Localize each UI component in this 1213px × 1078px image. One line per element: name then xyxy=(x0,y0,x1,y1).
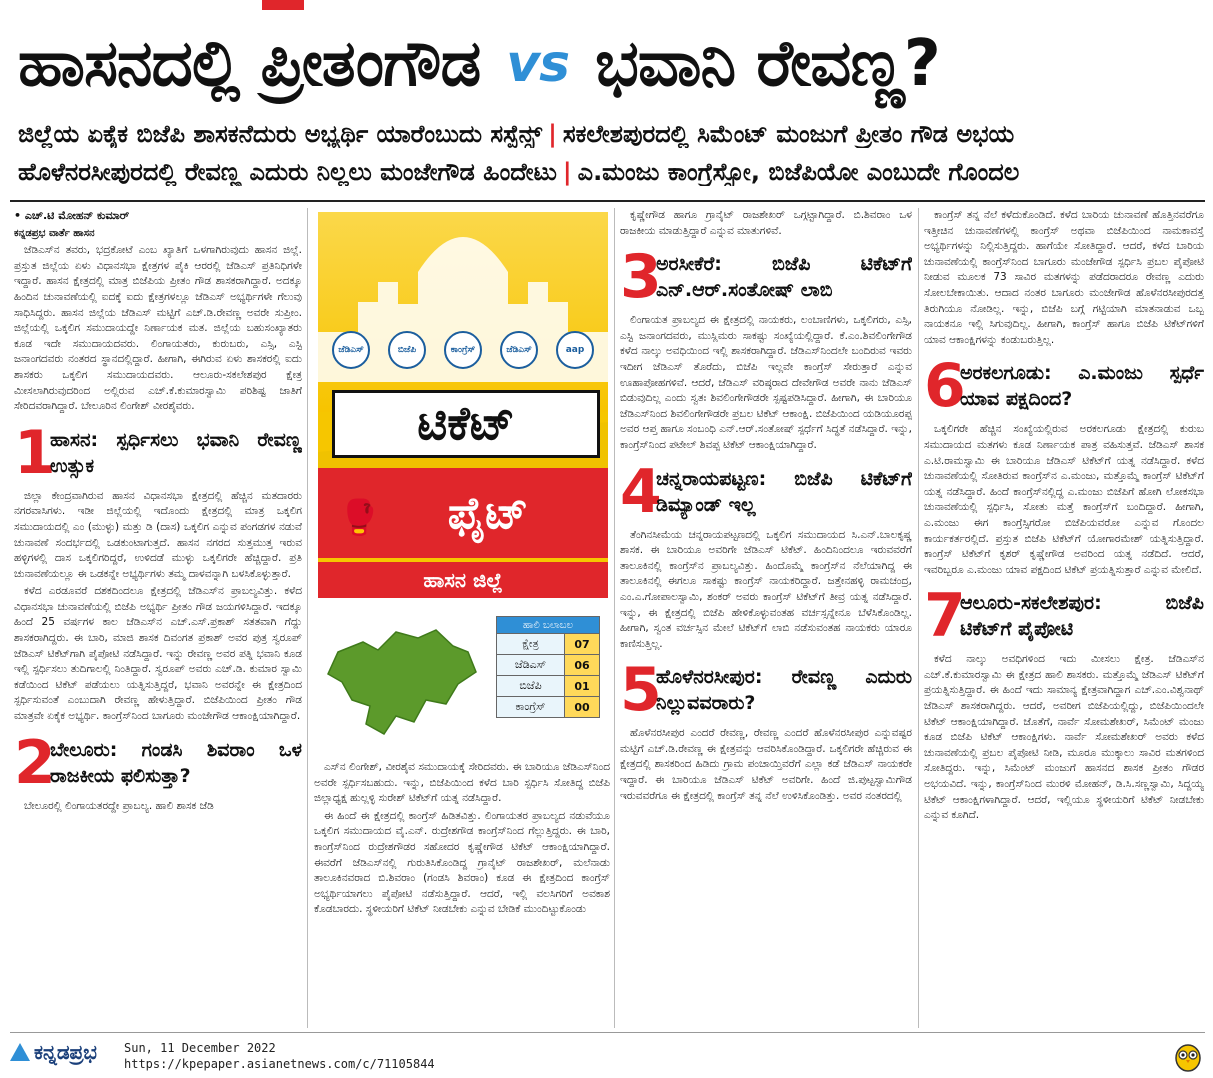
district-label: ಹಾಸನ ಜಿಲ್ಲೆ xyxy=(318,562,608,598)
section-1-heading xyxy=(14,417,302,488)
paragraph: ಬೇಲೂರಲ್ಲಿ ಲಿಂಗಾಯತರದ್ದೇ ಪ್ರಾಬಲ್ಯ. ಹಾಲಿ ಶಾಸಕ ಜೆಡಿ xyxy=(24,799,214,812)
section-3-heading xyxy=(620,242,912,313)
section-number: 4 xyxy=(620,456,662,527)
table-row xyxy=(497,634,600,655)
row-label: ಬಿಜೆಪಿ xyxy=(497,676,565,697)
paragraph: ಜಿಲ್ಲಾ ಕೇಂದ್ರವಾಗಿರುವ ಹಾಸನ ವಿಧಾನಸಭಾ ಕ್ಷೇತ್ರದಲ್ಲಿ ಹೆಚ್ಚಿನ ಮತದಾರರು ನಗರವಾಸಿಗಳು. ಇಡೀ ಜಿಲ್ಲೆಯಲ್ಲಿ ಇದೊಂದು ಕ್ಷೇತ್ರದಲ್ಲಿ ಮಾತ್ರ ಒಕ್ಕಲಿಗ ಸಮುದಾಯದಲ್ಲಿ ಎಂ (ಮುಳ್ಳು) ಮತ್ತು ಡಿ (ದಾಸ) ಒಕ್ಕಲಿಗ ಎನ್ನುವ ಪಂಗಡಗಳ ನಡುವೆ ಚುನಾವಣೆ ಸಂದರ್ಭದಲ್ಲಿ ಒಡಕುಂಟಾಗುತ್ತದೆ. ಹಾಸನ ನಗರದ ಸುತ್ತಮುತ್ತ ಇರುವ ಹಳ್ಳಿಗಳಲ್ಲಿ ದಾಸ ಒಕ್ಕಲಿಗರಿದ್ದರೆ, ಉಳಿದಡೆ ಮುಳ್ಳು ಒಕ್ಕಲಿಗರೇ ಹೆಚ್ಚಿದ್ದಾರೆ. ಪ್ರತಿ ಚುನಾವಣೆಯಲ್ಲೂ ಈ ಒಡಕನ್ನೇ ಅಭ್ಯರ್ಥಿಗಳು ತಮ್ಮ ದಾಳವನ್ನಾಗಿ ಬಳಸಿಕೊಳ್ಳುತ್ತಾರೆ. xyxy=(14,489,302,580)
party-logo: aap xyxy=(556,331,594,369)
deck-1b: ಸಕಲೇಶಪುರದಲ್ಲಿ ಸಿಮೆಂಟ್ ಮಂಜುಗೆ ಪ್ರೀತಂ ಗೌಡ ಅಭಯ xyxy=(562,120,1015,148)
deck-separator: | xyxy=(548,120,557,148)
party-logo: ಜೆಡಿಎಸ್ xyxy=(500,331,538,369)
deck-separator: | xyxy=(562,158,572,186)
column-divider xyxy=(307,208,308,1028)
section-2-heading xyxy=(14,727,302,798)
column-divider xyxy=(918,208,919,1028)
section-title: ಬೇಲೂರು: ಗಂಡಸಿ ಶಿವರಾಂ ಒಳ ರಾಜಕೀಯ ಫಲಿಸುತ್ತಾ? xyxy=(50,738,302,787)
party-logo: ಬಿಜೆಪಿ xyxy=(388,331,426,369)
section-number: 7 xyxy=(924,581,966,652)
section-title: ಹಾಸನ: ಸ್ಪರ್ಧಿಸಲು ಭವಾನಿ ರೇವಣ್ಣ ಉತ್ಸುಕ xyxy=(50,428,302,477)
column-4 xyxy=(924,208,1204,1028)
section-title: ಚನ್ನರಾಯಪಟ್ಟಣ: ಬಿಜೆಪಿ ಟಿಕೆಟ್‌ಗೆ ಡಿಮ್ಯಾಂಡ್ ಇಲ್ಲ xyxy=(656,467,912,516)
paragraph: ಕಳೆದ ಎರಡೂವರೆ ದಶಕದಿಂದಲೂ ಕ್ಷೇತ್ರದಲ್ಲಿ ಜೆಡಿಎಸ್‌ನ ಪ್ರಾಬಲ್ಯವಿತ್ತು. ಕಳೆದ ವಿಧಾನಸಭಾ ಚುನಾವಣೆಯಲ್ಲಿ ಬಿಜೆಪಿ ಅಭ್ಯರ್ಥಿ ಪ್ರೀತಂ ಗೌಡ ಜಯಗಳಿಸಿದ್ದಾರೆ. ಇದಕ್ಕೂ ಹಿಂದೆ 25 ವರ್ಷಗಳ ಕಾಲ ಜೆಡಿಎಸ್‌ನ ಎಚ್.ಎಸ್.ಪ್ರಕಾಶ್ ಸತತವಾಗಿ ಗೆದ್ದು ಶಾಸಕರಾಗಿದ್ದರು. ಈ ಬಾರಿ, ಮಾಜಿ ಶಾಸಕ ದಿವಂಗತ ಪ್ರಕಾಶ್ ಅವರ ಪುತ್ರ ಸ್ವರೂಪ್ ಜೆಡಿಎಸ್ ಟಿಕೆಟ್‌ಗಾಗಿ ಪೈಪೋಟಿ ನಡೆಸಿದ್ದಾರೆ. ಇನ್ನು ರೇವಣ್ಣ ಅವರ ಪತ್ನಿ ಭವಾನಿ ಕೂಡ ಇಲ್ಲಿ ಸ್ಪರ್ಧಿಸಲು ತುದಿಗಾಲಲ್ಲಿ ನಿಂತಿದ್ದಾರೆ. ಸ್ವರೂಪ್ ಅವರು ಎಚ್.ಡಿ. ಕುಮಾರ ಸ್ವಾಮಿ ಕಡೆಯಿಂದ ಟಿಕೆಟ್ ಪಡೆಯಲು ಯತ್ನಿಸುತ್ತಿದ್ದರೆ, ಭವಾನಿ ಅವರನ್ನೇ ಈ ಕ್ಷೇತ್ರದಿಂದ ಸ್ಪರ್ಧಿಸುವಂತೆ ಎಂಬುದಾಗಿ ರೇವಣ್ಣ ಹೇಳುತ್ತಿದ್ದಾರೆ. ಬಿಜೆಪಿಯಿಂದ ಪ್ರೀತಂ ಗೌಡ ಮಾತ್ರವೇ ಏಕೈಕ ಅಭ್ಯರ್ಥಿ. ಕಾಂಗ್ರೆಸ್‌ನಿಂದ ಬಾಗೂರು ಮಂಜೇಗೌಡ ಆಕಾಂಕ್ಷಿಯಾಗಿದ್ದಾರೆ. xyxy=(14,585,302,723)
row-value: 00 xyxy=(565,697,600,718)
deck-line-2 xyxy=(18,158,1203,186)
top-red-mark xyxy=(262,0,304,10)
section-title: ಹೊಳೆನರಸೀಪುರ: ರೇವಣ್ಣ ಎದುರು ನಿಲ್ಲುವವರಾರು? xyxy=(656,666,912,715)
column-3 xyxy=(620,208,912,1028)
intro-paragraph: ಜೆಡಿಎಸ್‌ನ ತವರು, ಭದ್ರಕೋಟೆ ಎಂಬ ಖ್ಯಾತಿಗೆ ಒಳಗಾಗಿರುವುದು ಹಾಸನ ಜಿಲ್ಲೆ. ಪ್ರಸ್ತುತ ಜಿಲ್ಲೆಯ ಏಳು ವಿಧಾನಸಭಾ ಕ್ಷೇತ್ರಗಳ ಪೈಕಿ ಆರರಲ್ಲಿ ಜೆಡಿಎಸ್ ಪ್ರತಿನಿಧಿಗಳೇ ಇದ್ದಾರೆ. ಹಾಸನ ಕ್ಷೇತ್ರದಲ್ಲಿ ಮಾತ್ರ ಬಿಜೆಪಿಯ ಪ್ರೀತಂ ಗೌಡ ಶಾಸಕರಾಗಿದ್ದಾರೆ. ಅದಕ್ಕೂ ಹಿಂದಿನ ಚುನಾವಣೆಯಲ್ಲಿ ಐದಕ್ಕೆ ಐದು ಕ್ಷೇತ್ರಗಳಲ್ಲೂ ಜೆಡಿಎಸ್ ಅಭ್ಯರ್ಥಿಗಳೇ ಗೆಲುವು ಸಾಧಿಸಿದ್ದರು. ಹಾಸನ ಜಿಲ್ಲೆಯ ಜೆಡಿಎಸ್ ಮಟ್ಟಿಗೆ ಎಚ್.ಡಿ.ರೇವಣ್ಣ ಅವರೇ ಸುಪ್ರೀಂ. ಜಿಲ್ಲೆಯಲ್ಲಿ ಒಕ್ಕಲಿಗ ಸಮುದಾಯದ್ದೇ ನಿರ್ಣಾಯಕ ಮತ. ಜಿಲ್ಲೆಯ ಬಹುಸಂಖ್ಯಾತರು ಕೂಡ ಇದೇ ಸಮುದಾಯದವರು. ಲಿಂಗಾಯತರು, ಕುರುಬರು, ಎಸ್ಸಿ, ಎಸ್ಟಿ ಜನಾಂಗದವರು ನಂತರದ ಸ್ಥಾನದಲ್ಲಿದ್ದಾರೆ. ಹೀಗಾಗಿ, ಈಗಿರುವ ಏಳು ಶಾಸಕರಲ್ಲಿ ಐದು ಶಾಸಕರು ಒಕ್ಕಲಿಗ ಸಮುದಾಯದವರು. ಆಲೂರು-ಸಕಲೇಶಪುರ ಕ್ಷೇತ್ರ ಮೀಸಲಾಗಿರುವುದರಿಂದ ಅಲ್ಲಿರುವ ಎಚ್.ಕೆ.ಕುಮಾರಸ್ವಾಮಿ ಪರಿಶಿಷ್ಟ ಜಾತಿಗೆ ಸೇರಿದವರಾಗಿದ್ದಾರೆ. ಬೇಲೂರಿನ ಲಿಂಗೇಶ್ ವೀರಶೈವರು. xyxy=(14,244,302,413)
column-1 xyxy=(14,208,302,1028)
headline-vs: vs xyxy=(506,34,570,94)
section-title: ಅರಸೀಕೆರೆ: ಬಿಜೆಪಿ ಟಿಕೆಟ್‌ಗೆ ಎನ್.ಆರ್.ಸಂತೋಷ್ ಲಾಬಿ xyxy=(656,253,912,302)
ticket-fight-graphic xyxy=(318,212,608,598)
brand-name: ಕನ್ನಡಪ್ರಭ xyxy=(34,1040,97,1064)
section-number: 5 xyxy=(620,655,662,726)
section-7-heading xyxy=(924,581,1204,652)
paragraph: ಹೊಳೆನರಸೀಪುರ ಎಂದರೆ ರೇವಣ್ಣ, ರೇವಣ್ಣ ಎಂದರೆ ಹೊಳೆನರಸೀಪುರ ಎನ್ನುವಷ್ಟರ ಮಟ್ಟಿಗೆ ಎಚ್.ಡಿ.ರೇವಣ್ಣ ಈ ಕ್ಷೇತ್ರವನ್ನು ಆವರಿಸಿಕೊಂಡಿದ್ದಾರೆ. ಒಕ್ಕಲಿಗರೇ ಹೆಚ್ಚಿರುವ ಈ ಕ್ಷೇತ್ರದಲ್ಲಿ ಶಾಸಕರಿಂದ ಹಿಡಿದು ಗ್ರಾಮ ಪಂಚಾಯ್ತಿವರೆಗೆ ಎಲ್ಲಾ ಕಡೆ ಜೆಡಿಎಸ್ ನಾಯಕರೇ ಇದ್ದಾರೆ. ಈ ಬಾರಿಯೂ ಜೆಡಿಎಸ್ ಟಿಕೆಟ್ ಅವರಿಗೇ. ಹಿಂದೆ ಜಿ.ಪುಟ್ಟಸ್ವಾಮಿಗೌಡ ಇರುವವರೆಗೂ ಈ ಕ್ಷೇತ್ರದಲ್ಲಿ ಕಾಂಗ್ರೆಸ್ ತನ್ನ ನೆಲೆ ಉಳಿಸಿಕೊಂಡಿತ್ತು. ಅವರ ನಂತರದಲ್ಲಿ xyxy=(620,727,912,802)
edition-date: Sun, 11 December 2022 xyxy=(124,1041,276,1055)
row-value: 07 xyxy=(565,634,600,655)
table-row xyxy=(497,697,600,718)
section-number: 3 xyxy=(620,242,662,313)
paragraph: ತೆಂಗಿನಸೀಮೆಯ ಚನ್ನರಾಯಪಟ್ಟಣದಲ್ಲಿ ಒಕ್ಕಲಿಗ ಸಮುದಾಯದ ಸಿ.ಎನ್.ಬಾಲಕೃಷ್ಣ ಶಾಸಕ. ಈ ಬಾರಿಯೂ ಅವರಿಗೇ ಜೆಡಿಎಸ್ ಟಿಕೆಟ್. ಹಿಂದಿನಿಂದಲೂ ಇರುವವರೆಗೆ ತಾಲೂಕಿನಲ್ಲಿ ಕಾಂಗ್ರೆಸ್‌ನ ಪ್ರಾಬಲ್ಯವಿತ್ತು. ಹಿಂದೊಮ್ಮೆ ಕಾಂಗ್ರೆಸ್‌ನ ನೆಲೆಯಾಗಿದ್ದ ಈ ತಾಲೂಕಿನಲ್ಲಿ ಈಗಲೂ ಸಾಕಷ್ಟು ಕಾಂಗ್ರೆಸ್ ನಾಯಕರಿದ್ದಾರೆ. ಜತ್ತೇನಹಳ್ಳಿ ರಾಮಚಂದ್ರ, ಎಂ.ಎ.ಗೋಪಾಲಸ್ವಾಮಿ, ಶಂಕರ್ ಅವರು ಕಾಂಗ್ರೆಸ್ ಟಿಕೆಟ್‌ಗೆ ತೀವ್ರ ಯತ್ನ ನಡೆಸಿದ್ದಾರೆ. ಇನ್ನು, ಈ ಕ್ಷೇತ್ರದಲ್ಲಿ ಬಿಜೆಪಿ ಹೇಳಿಕೊಳ್ಳುವಂತಹ ವರ್ಚಸ್ಸನ್ನೇನೂ ಬೆಳೆಸಿಕೊಂಡಿಲ್ಲ. ಹೀಗಾಗಿ, ಸ್ವಂತ ವರ್ಚಸ್ಸಿನ ಮೇಲೆ ಟಿಕೆಟ್‌ಗೆ ಲಾಬಿ ನಡೆಸುವಂತಹ ನಾಯಕರು ಯಾರೂ ಕಾಣಿಸುತ್ತಿಲ್ಲ. xyxy=(620,528,912,650)
deck-2b: ಎ.ಮಂಜು ಕಾಂಗ್ರೆಸ್ಸೋ, ಬಿಜೆಪಿಯೋ ಎಂಬುದೇ ಗೊಂದಲ xyxy=(577,158,1020,186)
section-number: 6 xyxy=(924,351,966,422)
row-value: 01 xyxy=(565,676,600,697)
byline-author: • ಎಚ್.ಟಿ ಮೋಹನ್ ಕುಮಾರ್ xyxy=(14,209,130,222)
row-label: ಕಾಂಗ್ರೆಸ್ xyxy=(497,697,565,718)
page-meta xyxy=(124,1040,435,1072)
section-title: ಅರಕಲಗೂಡು: ಎ.ಮಂಜು ಸ್ಪರ್ಧೆ ಯಾವ ಪಕ್ಷದಿಂದ? xyxy=(960,362,1204,411)
paragraph: ಕೃಷ್ಣೇಗೌಡ ಹಾಗೂ ಗ್ರಾನೈಟ್ ರಾಜಶೇಖರ್ ಒಗ್ಗಟ್ಟಾಗಿದ್ದಾರೆ. ಬಿ.ಶಿವರಾಂ ಒಳ ರಾಜಕೀಯ ಮಾಡುತ್ತಿದ್ದಾರೆ ಎನ್ನುವ ಮಾತುಗಳಿವೆ. xyxy=(620,209,912,237)
headline-left: ಹಾಸನದಲ್ಲಿ ಪ್ರೀತಂಗೌಡ xyxy=(18,27,481,101)
strength-table xyxy=(496,616,600,718)
table-row xyxy=(497,655,600,676)
section-4-heading xyxy=(620,456,912,527)
column-divider xyxy=(614,208,615,1028)
page-url[interactable]: https://kpepaper.asianetnews.com/c/71105844 xyxy=(124,1057,435,1071)
row-label: ಕ್ಷೇತ್ರ xyxy=(497,634,565,655)
hassan-district-map xyxy=(318,612,488,742)
headline-right: ಭವಾನಿ ರೇವಣ್ಣ? xyxy=(595,27,940,101)
party-logo: ಜೆಡಿಎಸ್ xyxy=(332,331,370,369)
paragraph: ಈ ಹಿಂದೆ ಈ ಕ್ಷೇತ್ರದಲ್ಲಿ ಕಾಂಗ್ರೆಸ್ ಹಿಡಿತವಿತ್ತು. ಲಿಂಗಾಯತರ ಪ್ರಾಬಲ್ಯದ ನಡುವೆಯೂ ಒಕ್ಕಲಿಗ ಸಮುದಾಯದ ವೈ.ಎನ್. ರುದ್ರೇಶಗೌಡ ಕಾಂಗ್ರೆಸ್‌ನಿಂದ ಗೆಲ್ಲುತ್ತಿದ್ದರು. ಈ ಬಾರಿ, ಕಾಂಗ್ರೆಸ್‌ನಿಂದ ರುದ್ರೇಶಗೌಡರ ಸಹೋದರ ಕೃಷ್ಣೇಗೌಡ ಟಿಕೆಟ್ ಆಕಾಂಕ್ಷಿಯಾಗಿದ್ದಾರೆ. ಈವರೆಗೆ ಜೆಡಿಎಸ್‌ನಲ್ಲಿ ಗುರುತಿಸಿಕೊಂಡಿದ್ದ ಗ್ರಾನೈಟ್ ರಾಜಶೇಖರ್, ಮಲೆನಾಡು ತಾಲೂಕಿನವರಾದ ಬಿ.ಶಿವರಾಂ (ಗಂಡಸಿ ಶಿವರಾಂ) ಕೂಡ ಈ ಕ್ಷೇತ್ರದಿಂದ ಕಾಂಗ್ರೆಸ್ ಅಭ್ಯರ್ಥಿಯಾಗಲು ಪೈಪೋಟಿ ನಡೆಸುತ್ತಿದ್ದಾರೆ. ಆದರೆ, ಇಲ್ಲಿ ವಲಸಿಗರಿಗೆ ಅವಕಾಶ ಕೊಡಬಾರದು. ಸ್ಥಳೀಯರಿಗೆ ಟಿಕೆಟ್ ನೀಡಬೇಕು ಎನ್ನುವ ಬೇಡಿಕೆ ಮುಂದಿಟ್ಟುಕೊಂಡು xyxy=(314,809,610,916)
party-logo: ಕಾಂಗ್ರೆಸ್ xyxy=(444,331,482,369)
headline xyxy=(18,14,1198,114)
paragraph: ಎಸ್‌ನ ಲಿಂಗೇಶ್, ವೀರಶೈವ ಸಮುದಾಯಕ್ಕೆ ಸೇರಿದವರು. ಈ ಬಾರಿಯೂ ಜೆಡಿಎಸ್‌ನಿಂದ ಅವರೇ ಸ್ಪರ್ಧಿಸಬಹುದು. ಇನ್ನು, ಬಿಜೆಪಿಯಿಂದ ಕಳೆದ ಬಾರಿ ಸ್ಪರ್ಧಿಸಿ ಸೋತಿದ್ದ ಬಿಜೆಪಿ ಜಿಲ್ಲಾಧ್ಯಕ್ಷ ಹುಲ್ಲಳ್ಳಿ ಸುರೇಶ್ ಟಿಕೆಟ್‌ಗೆ ಯತ್ನ ನಡೆಸಿದ್ದಾರೆ. xyxy=(314,761,610,805)
paragraph: ಲಿಂಗಾಯತ ಪ್ರಾಬಲ್ಯದ ಈ ಕ್ಷೇತ್ರದಲ್ಲಿ ನಾಯಕರು, ಲಂಬಾಣಿಗಳು, ಒಕ್ಕಲಿಗರು, ಎಸ್ಸಿ, ಎಸ್ಟಿ ಜನಾಂಗದವರು, ಮುಸ್ಲಿಮರು ಸಾಕಷ್ಟು ಸಂಖ್ಯೆಯಲ್ಲಿದ್ದಾರೆ. ಕೆ.ಎಂ.ಶಿವಲಿಂಗೇಗೌಡ ಕಳೆದ ನಾಲ್ಕು ಅವಧಿಯಿಂದ ಇಲ್ಲಿ ಶಾಸಕರಾಗಿದ್ದಾರೆ. ಜೆಡಿಎಸ್‌ನಿಂದಲೇ ಬಂದಿರುವ ಇವರು ಇದೀಗ ಜೆಡಿಎಸ್ ತೊರೆದು, ಬಿಜೆಪಿ ಇಲ್ಲವೇ ಕಾಂಗ್ರೆಸ್ ಸೇರುತ್ತಾರೆ ಎನ್ನುವ ಊಹಾಪೋಹಗಳಿವೆ. ಆದರೆ, ಜೆಡಿಎಸ್ ವರಿಷ್ಠರಾದ ದೇವೇಗೌಡ ಅವರೇ ನಾನು ಜೆಡಿಎಸ್ ಬಿಡುವುದಿಲ್ಲ ಎಂದು ಸ್ವತಃ ಶಿವಲಿಂಗೇಗೌಡರೇ ಸ್ಪಷ್ಟಪಡಿಸಿದ್ದಾರೆ. ಹೀಗಾಗಿ, ಈ ಬಾರಿಯೂ ಜೆಡಿಎಸ್‌ನಿಂದ ಶಿವಲಿಂಗೇಗೌಡರೇ ಪ್ರಬಲ ಟಿಕೆಟ್ ಆಕಾಂಕ್ಷಿ. ಬಿಜೆಪಿಯಿಂದ ಯಡಿಯೂರಪ್ಪ ಅವರ ಆಪ್ತ ಹಾಗೂ ಸಂಬಂಧಿ ಎನ್.ಆರ್.ಸಂತೋಷ್ ಸ್ಪರ್ಧೆಗೆ ಸಿದ್ಧತೆ ನಡೆಸಿದ್ದಾರೆ. ಇನ್ನು, ಕಾಂಗ್ರೆಸ್‌ನಿಂದ ಪಟೇಲ್ ಶಿವಪ್ಪ ಟಿಕೆಟ್ ಆಕಾಂಕ್ಷಿಯಾಗಿದ್ದಾರೆ. xyxy=(620,314,912,451)
row-value: 06 xyxy=(565,655,600,676)
deck-1a: ಜಿಲ್ಲೆಯ ಏಕೈಕ ಬಿಜೆಪಿ ಶಾಸಕನೆದುರು ಅಭ್ಯರ್ಥಿ ಯಾರೆಂಬುದು ಸಸ್ಪೆನ್ಸ್ xyxy=(18,120,543,148)
brand-triangle-icon xyxy=(10,1043,30,1061)
footer-rule xyxy=(10,1032,1205,1033)
section-number: 2 xyxy=(14,727,56,798)
section-5-heading xyxy=(620,655,912,726)
row-label: ಜೆಡಿಎಸ್ xyxy=(497,655,565,676)
deck-line-1 xyxy=(18,120,1203,148)
header-rule xyxy=(10,200,1205,202)
paragraph: ಕಾಂಗ್ರೆಸ್ ತನ್ನ ನೆಲೆ ಕಳೆದುಕೊಂಡಿದೆ. ಕಳೆದ ಬಾರಿಯ ಚುನಾವಣೆ ಹೊತ್ತಿನವರೆಗೂ ಇತ್ತೀಚಿನ ಚುನಾವಣೆಗಳಲ್ಲಿ ಕಾಂಗ್ರೆಸ್ ಅಥವಾ ಬಿಜೆಪಿಯಿಂದ ನಾಮಕಾವಸ್ತೆ ಅಭ್ಯರ್ಥಿಗಳನ್ನು ನಿಲ್ಲಿಸುತ್ತಿದ್ದರು. ಹಾಗೆಯೇ ಸೋತಿದ್ದಾರೆ. ಆದರೆ, ಕಳೆದ ಬಾರಿಯ ಚುನಾವಣೆಯಲ್ಲಿ ಕಾಂಗ್ರೆಸ್‌ನಿಂದ ಬಾಗೂರು ಮಂಜೇಗೌಡ ಸ್ಪರ್ಧಿಸಿ ಪ್ರಬಲ ಪೈಪೋಟಿ ನೀಡುವ ಮೂಲಕ 73 ಸಾವಿರ ಮತಗಳನ್ನು ಪಡೆದರಾದರೂ ರೇವಣ್ಣ ಎದುರು ಸೋಲಬೇಕಾಯಿತು. ಆದಾದ ನಂತರ ಬಾಗೂರು ಮಂಜೇಗೌಡ ಹೊಳೆನರಸೀಪುರದತ್ತ ತಿರುಗಿಯೂ ನೋಡಿಲ್ಲ. ಇನ್ನು, ಬಿಜೆಪಿ ಬಗ್ಗೆ ಗಟ್ಟಿಯಾಗಿ ಮಾತನಾಡುವ ಒಬ್ಬ ನಾಯಕನೂ ಇಲ್ಲಿ ಸಿಗುವುದಿಲ್ಲ. ಹೀಗಾಗಿ, ಕಾಂಗ್ರೆಸ್ ಹಾಗೂ ಬಿಜೆಪಿ ಟಿಕೆಟ್‌ಗಳಿಗೆ ಯಾವ ಆಕಾಂಕ್ಷಿಗಳನ್ನು ಕಂಡುಬರುತ್ತಿಲ್ಲ. xyxy=(924,209,1204,346)
section-number: 1 xyxy=(14,417,56,488)
brand-logo xyxy=(10,1040,97,1064)
paragraph: ಕಳೆದ ನಾಲ್ಕು ಅವಧಿಗಳಿಂದ ಇದು ಮೀಸಲು ಕ್ಷೇತ್ರ. ಜೆಡಿಎಸ್‌ನ ಎಚ್.ಕೆ.ಕುಮಾರಸ್ವಾಮಿ ಈ ಕ್ಷೇತ್ರದ ಹಾಲಿ ಶಾಸಕರು. ಮತ್ತೊಮ್ಮೆ ಜೆಡಿಎಸ್ ಟಿಕೆಟ್‌ಗೆ ಪ್ರಯತ್ನಿಸುತ್ತಿದ್ದಾರೆ. ಈ ಹಿಂದೆ ಇದು ಸಾಮಾನ್ಯ ಕ್ಷೇತ್ರವಾಗಿದ್ದಾಗ ಎಚ್.ಎಂ.ವಿಶ್ವನಾಥ್ ಜೆಡಿಎಸ್ ಶಾಸಕರಾಗಿದ್ದರು. ಆದರೆ, ಅವರೀಗ ಬಿಜೆಪಿಯಲ್ಲಿದ್ದು, ಬಿಜೆಪಿಯಿಂದಲೇ ಟಿಕೆಟ್ ಆಕಾಂಕ್ಷಿಯಾಗಿದ್ದಾರೆ. ಜೊತೆಗೆ, ನಾರ್ವೆ ಸೋಮಶೇಖರ್, ಸಿಮೆಂಟ್ ಮಂಜು ಕೂಡ ಬಿಜೆಪಿ ಟಿಕೆಟ್ ಆಕಾಂಕ್ಷಿಗಳು. ನಾರ್ವೆ ಸೋಮಶೇಖರ್ ಅವರು ಕಳೆದ ಚುನಾವಣೆಯಲ್ಲಿ ಪ್ರಬಲ ಪೈಪೋಟಿ ನೀಡಿ, ಮೂರೂ ಮುಕ್ಕಾಲು ಸಾವಿರ ಮತಗಳಿಂದ ಸೋತಿದ್ದರು. ಇನ್ನು, ಸಿಮೆಂಟ್ ಮಂಜುಗೆ ಹಾಸನದ ಶಾಸಕ ಪ್ರೀತಂ ಗೌಡರ ಅಭಯವಿದೆ. ಇನ್ನು, ಕಾಂಗ್ರೆಸ್‌ನಿಂದ ಮುರಳಿ ಮೋಹನ್, ಡಿ.ಸಿ.ಸಣ್ಣಸ್ವಾಮಿ, ಸಿದ್ದಯ್ಯ ಟಿಕೆಟ್ ಆಕಾಂಕ್ಷಿಗಳಾಗಿದ್ದಾರೆ. ಆದರೆ, ಇಲ್ಲಿಯೂ ಸ್ಥಳೀಯರಿಗೆ ಟಿಕೆಟ್ ನೀಡಬೇಕು ಎನ್ನುವ ಕೂಗಿದೆ. xyxy=(924,653,1204,822)
boxer-icon: 🥊 xyxy=(338,498,381,538)
column-2-text xyxy=(314,760,610,1028)
table-title: ಹಾಲಿ ಬಲಾಬಲ xyxy=(497,617,600,634)
party-logos xyxy=(332,330,594,370)
ticket-title: ಟಿಕೆಟ್ xyxy=(332,390,600,458)
deck-2a: ಹೊಳೆನರಸೀಪುರದಲ್ಲಿ ರೇವಣ್ಣ ಎದುರು ನಿಲ್ಲಲು ಮಂಜೇಗೌಡ ಹಿಂದೇಟು xyxy=(18,158,557,186)
section-title: ಆಲೂರು-ಸಕಲೇಶಪುರ: ಬಿಜೆಪಿ ಟಿಕೆಟ್‌ಗೆ ಪೈಪೋಟಿ xyxy=(960,592,1204,641)
byline-desk: ಕನ್ನಡಪ್ರಭ ವಾರ್ತೆ ಹಾಸನ xyxy=(14,227,95,239)
section-6-heading xyxy=(924,351,1204,422)
fight-title: ಫೈಟ್ xyxy=(447,488,529,539)
table-row xyxy=(497,676,600,697)
owl-mascot-icon xyxy=(1172,1040,1204,1072)
paragraph: ಒಕ್ಕಲಿಗರೇ ಹೆಚ್ಚಿನ ಸಂಖ್ಯೆಯಲ್ಲಿರುವ ಅರಕಲಗೂಡು ಕ್ಷೇತ್ರದಲ್ಲಿ ಕುರುಬ ಸಮುದಾಯದ ಮತಗಳು ಕೂಡ ನಿರ್ಣಾಯಕ ಪಾತ್ರ ವಹಿಸುತ್ತವೆ. ಜೆಡಿಎಸ್ ಶಾಸಕ ಎ.ಟಿ.ರಾಮಸ್ವಾಮಿ ಈ ಬಾರಿಯೂ ಜೆಡಿಎಸ್ ಟಿಕೆಟ್‌ಗೆ ಯತ್ನ ನಡೆಸಿದ್ದಾರೆ. ಕಳೆದ ಚುನಾವಣೆಯಲ್ಲಿ ಸೋತಿರುವ ಕಾಂಗ್ರೆಸ್‌ನ ಎ.ಮಂಜು, ಮತ್ತೊಮ್ಮೆ ಕಾಂಗ್ರೆಸ್ ಟಿಕೆಟ್‌ಗೆ ಯತ್ನ ನಡೆಸಿದ್ದಾರೆ. ಹಿಂದೆ ಕಾಂಗ್ರೆಸ್‌ನಲ್ಲಿದ್ದ ಎ.ಮಂಜು ಬಿಜೆಪಿಗೆ ಹೋಗಿ ಲೋಕಸಭಾ ಚುನಾವಣೆಯಲ್ಲಿ ಸ್ಪರ್ಧಿಸಿ, ಸೋತು ಮತ್ತೆ ಕಾಂಗ್ರೆಸ್‌ಗೆ ಬಂದಿದ್ದಾರೆ. ಹೀಗಾಗಿ, ಎ.ಮಂಜು ಈಗ ಕಾಂಗ್ರೆಸ್ಸಿಗರೋ ಬಿಜೆಪಿಯವರೋ ಎನ್ನುವ ಗೊಂದಲ ಕಾರ್ಯಕರ್ತರಲ್ಲಿದೆ. ಪ್ರಸ್ತುತ ಬಿಜೆಪಿ ಟಿಕೆಟ್‌ಗೆ ಯೋಗಾರಮೇಶ್ ಯತ್ನಿಸುತ್ತಿದ್ದಾರೆ. ಕಾಂಗ್ರೆಸ್ ಟಿಕೆಟ್‌ಗೆ ಕೃಶರ್ ಕೃಷ್ಣೇಗೌಡ ಅವರಿಂದ ಯತ್ನ ನಡೆದಿದೆ. ಆದರೆ, ಇವರಿಬ್ಬರೂ ಎ.ಮಂಜು ಯಾವ ಪಕ್ಷದಿಂದ ಟಿಕೆಟ್ ಪ್ರಯತ್ನಿಸುತ್ತಾರೆ ಎನ್ನುವ ಮೇಲಿದೆ. xyxy=(924,423,1204,576)
